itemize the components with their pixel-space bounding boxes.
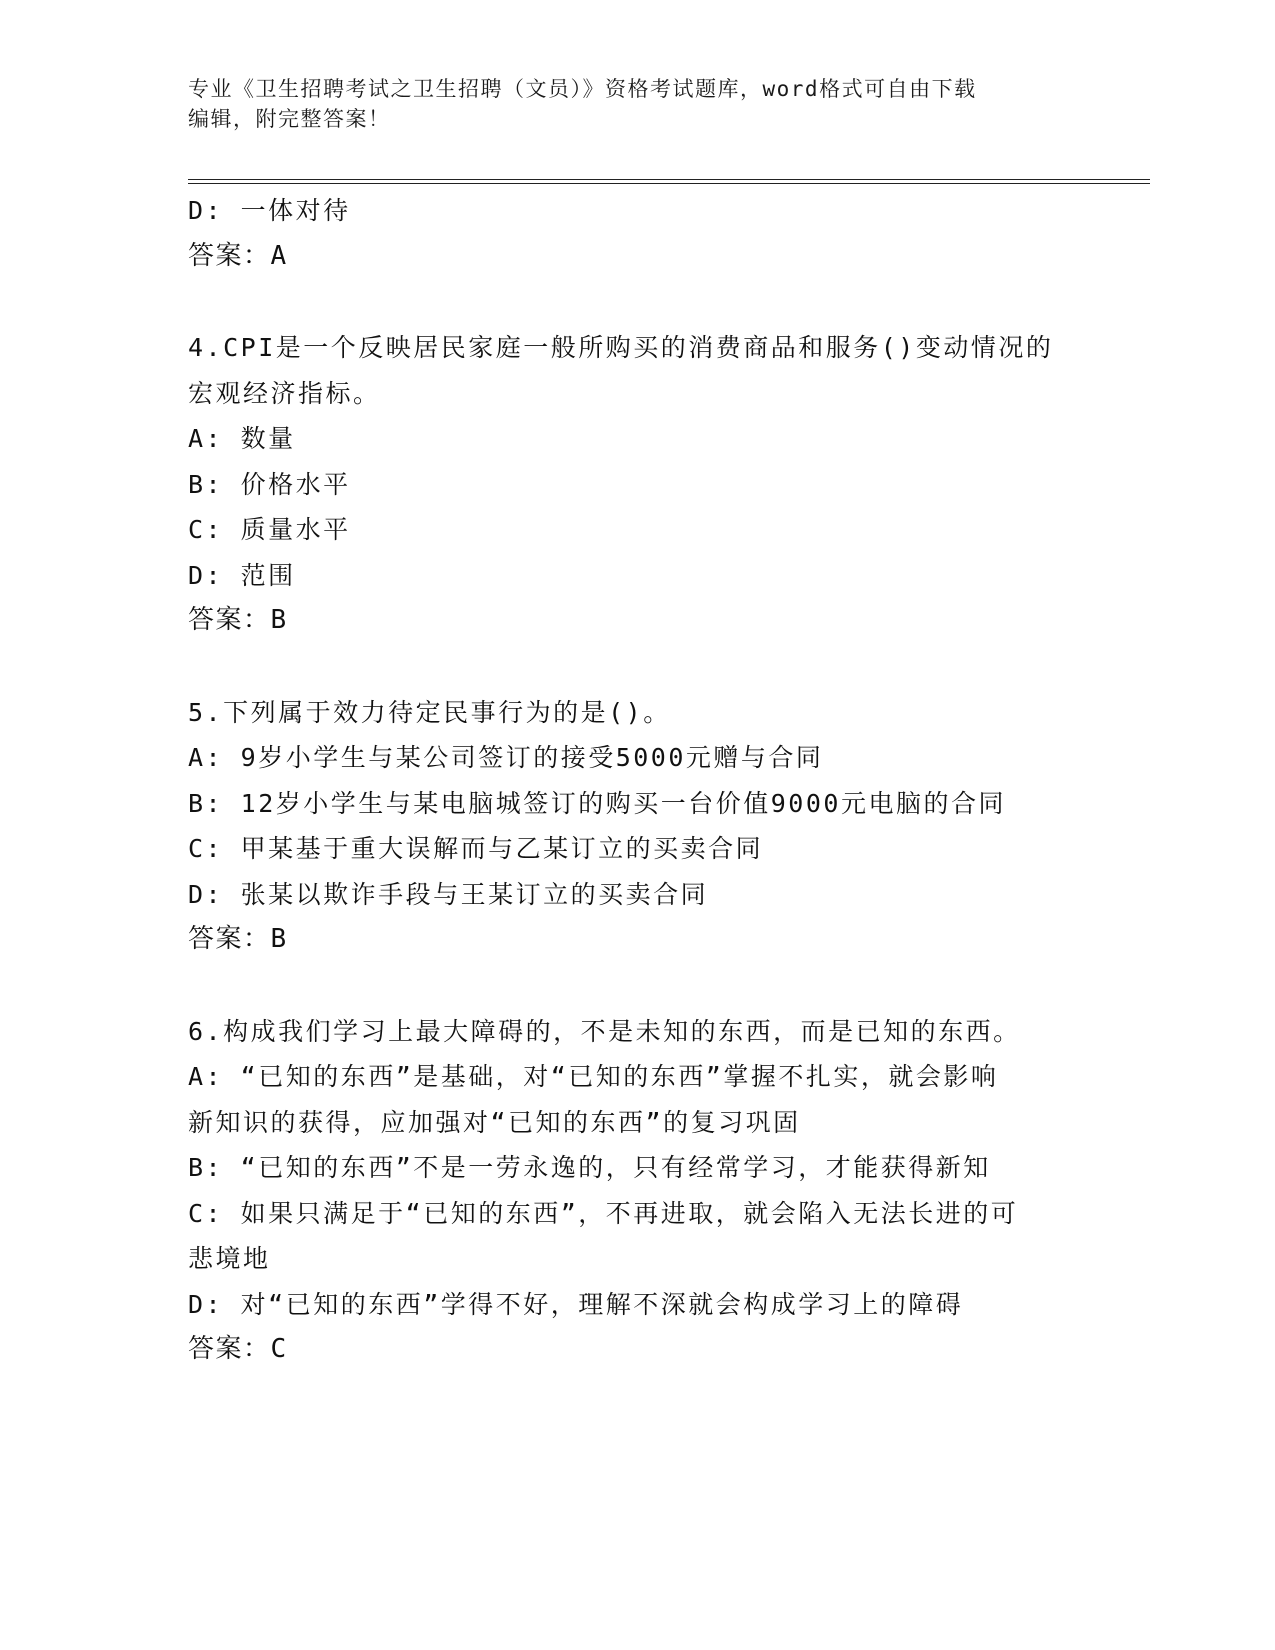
- question-stem: 4.CPI是一个反映居民家庭一般所购买的消费商品和服务()变动情况的: [188, 333, 1054, 362]
- spacer: [188, 644, 1148, 690]
- answer-label: 答案：B: [188, 605, 288, 635]
- option-a-continued: 新知识的获得，应加强对“已知的东西”的复习巩固: [188, 1107, 801, 1137]
- answer-label: 答案：C: [188, 1334, 288, 1364]
- header-divider-bottom: [188, 183, 1150, 184]
- option-c: C: 如果只满足于“已知的东西”，不再进取，就会陷入无法长进的可: [188, 1198, 1019, 1228]
- option-c-continued: 悲境地: [188, 1244, 271, 1273]
- option-d: D: 张某以欺诈手段与王某订立的买卖合同: [188, 879, 709, 909]
- question-4: [188, 325, 1148, 644]
- option-a: A: “已知的东西”是基础，对“已知的东西”掌握不扎实，就会影响: [188, 1062, 999, 1091]
- spacer: [188, 279, 1148, 325]
- document-header: [188, 74, 1088, 134]
- option-c: C: 质量水平: [188, 515, 351, 544]
- option-b: B: 12岁小学生与某电脑城签订的购买一台价值9000元电脑的合同: [188, 788, 1006, 818]
- option-d: D: 范围: [188, 560, 296, 590]
- question-list: [188, 188, 1148, 1373]
- option-a: A: 9岁小学生与某公司签订的接受5000元赠与合同: [188, 743, 824, 772]
- option-c: C: 甲某基于重大误解而与乙某订立的买卖合同: [188, 834, 764, 863]
- question-stem: 6.构成我们学习上最大障碍的，不是未知的东西，而是已知的东西。: [188, 1016, 1021, 1046]
- header-divider-top: [188, 179, 1150, 180]
- option-d: D: 对“已知的东西”学得不好，理解不深就会构成学习上的障碍: [188, 1289, 964, 1319]
- question-3-tail: [188, 188, 1148, 279]
- option-b: B: “已知的东西”不是一劳永逸的，只有经常学习，才能获得新知: [188, 1153, 991, 1182]
- header-line-2: 编辑，附完整答案！: [188, 107, 391, 131]
- header-line-1: 专业《卫生招聘考试之卫生招聘（文员）》资格考试题库，word格式可自由下载: [188, 77, 977, 101]
- question-stem: 5.下列属于效力待定民事行为的是()。: [188, 697, 671, 727]
- option-a: A: 数量: [188, 424, 296, 453]
- option-b: B: 价格水平: [188, 469, 351, 499]
- answer-label: 答案：B: [188, 924, 288, 954]
- question-stem-continued: 宏观经济指标。: [188, 378, 381, 408]
- spacer: [188, 963, 1148, 1009]
- answer-label: 答案：A: [188, 240, 288, 271]
- option-d: D: 一体对待: [188, 196, 351, 225]
- question-5: [188, 690, 1148, 963]
- question-6: [188, 1009, 1148, 1373]
